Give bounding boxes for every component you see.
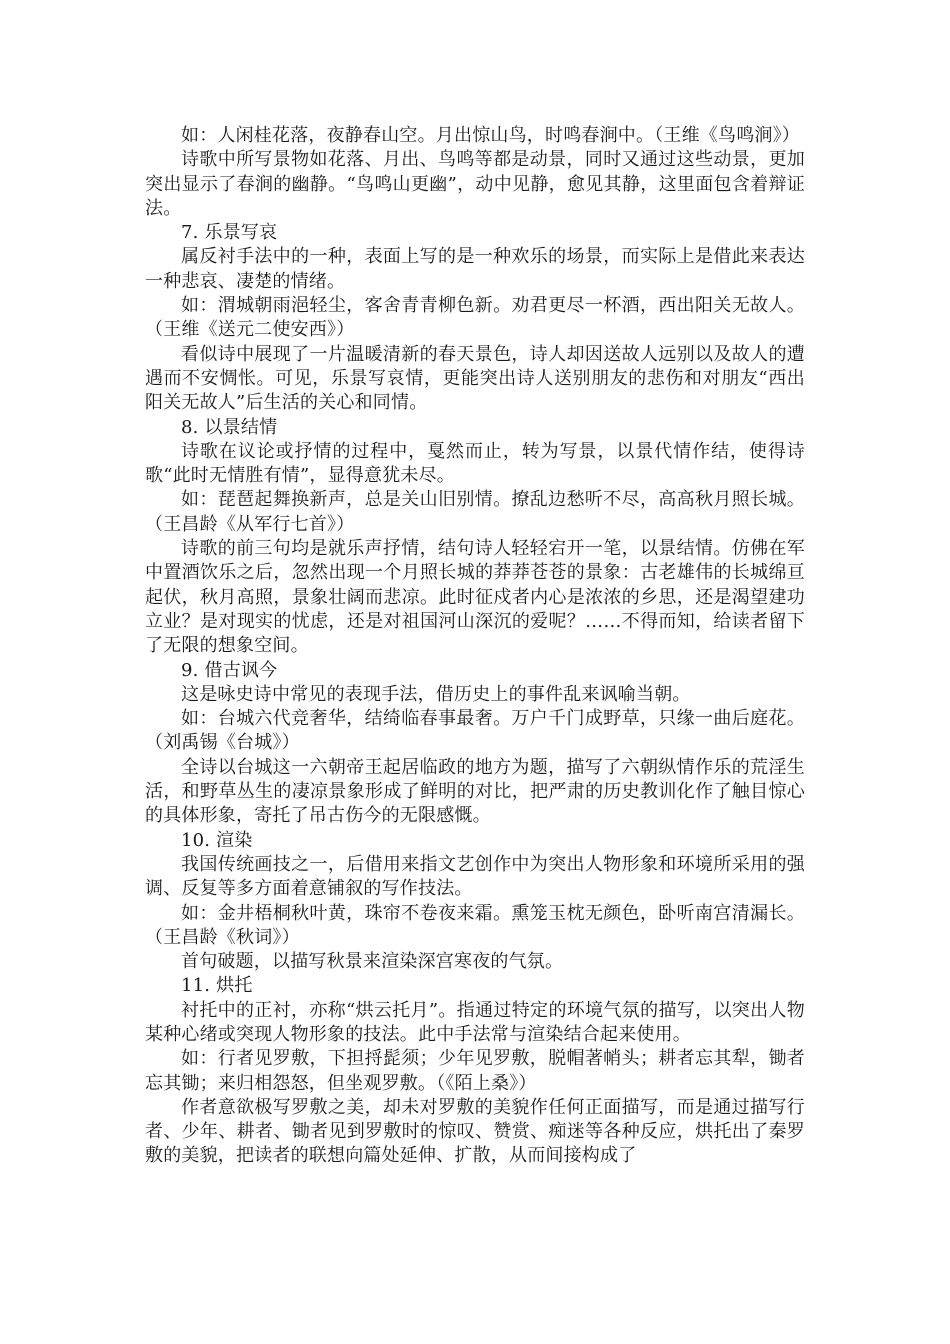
- paragraph-analysis-11: 作者意欲极写罗敷之美，却未对罗敷的美貌作任何正面描写，而是通过描写行者、少年、耕者、锄者见到罗敷时的惊叹、赞赏、痴迷等各种反应，烘托出了秦罗敷的美貌，把读者的联想向篇处延伸、扩散，从而间接构成了: [145, 1096, 805, 1167]
- paragraph-definition-10: 我国传统画技之一，后借用来指文艺创作中为突出人物形象和环境所采用的强调、反复等多方面着意铺叙的写作技法。: [145, 853, 805, 900]
- heading-7-lejing-xieai: 7. 乐景写哀: [181, 222, 278, 244]
- paragraph-example-10: 如：金井梧桐秋叶黄，珠帘不卷夜来霜。熏笼玉枕无颜色，卧听南宫清漏长。（王昌龄《秋词》）: [145, 902, 805, 948]
- paragraph-analysis-7: 看似诗中展现了一片温暖清新的春天景色，诗人却因送故人远别以及故人的遭遇而不安惆怅。可见，乐景写哀情，更能突出诗人送别朋友的悲伤和对朋友“西出阳关无故人”后生活的关心和同情。: [145, 343, 805, 414]
- heading-9-jiegu-fengjin: 9. 借古讽今: [181, 659, 278, 681]
- paragraph-analysis-niaomingjian: 诗歌中所写景物如花落、月出、鸟鸣等都是动景，同时又通过这些动景，更加突出显示了春涧的幽静。“鸟鸣山更幽”，动中见静，愈见其静，这里面包含着辩证法。: [145, 149, 805, 219]
- paragraph-example-8: 如：琵琶起舞换新声，总是关山旧别情。撩乱边愁听不尽，高高秋月照长城。（王昌龄《从军行七首》）: [145, 489, 805, 535]
- paragraph-analysis-8: 诗歌的前三句均是就乐声抒情，结句诗人轻轻宕开一笔，以景结情。仿佛在军中置酒饮乐之后，忽然出现一个月照长城的莽莽苍苍的景象：古老雄伟的长城绵亘起伏，秋月高照，景象壮阔而悲凉。此时征戍者内心是浓浓的乡思，还是渴望建功立业？是对现实的忧虑，还是对祖国河山深沉的爱呢？……不得而知，给读者留下了无限的想象空间。: [145, 538, 805, 657]
- paragraph-example-7: 如：渭城朝雨浥轻尘，客舍青青柳色新。劝君更尽一杯酒，西出阳关无故人。（王维《送元二使安西》）: [145, 295, 805, 341]
- paragraph-analysis-10: 首句破题，以描写秋景来渲染深宫寒夜的气氛。: [181, 951, 564, 973]
- document-page: [145, 124, 805, 1224]
- heading-11-hongtuo: 11. 烘托: [181, 975, 253, 997]
- paragraph-definition-8: 诗歌在议论或抒情的过程中，戛然而止，转为写景，以景代情作结，使得诗歌“此时无情胜有情”，显得意犹未尽。: [145, 440, 805, 487]
- paragraph-definition-9: 这是咏史诗中常见的表现手法，借历史上的事件乱来讽喻当朝。: [181, 683, 691, 705]
- heading-8-yijing-jieqing: 8. 以景结情: [181, 416, 278, 438]
- paragraph-definition-7: 属反衬手法中的一种，表面上写的是一种欢乐的场景，而实际上是借此来表达一种悲哀、凄楚的情绪。: [145, 246, 805, 292]
- paragraph-analysis-9: 全诗以台城这一六朝帝王起居临政的地方为题，描写了六朝纵情作乐的荒淫生活，和野草丛生的凄凉景象形成了鲜明的对比，把严肃的历史教训化作了触目惊心的具体形象，寄托了吊古伤今的无限感慨。: [145, 756, 805, 827]
- heading-10-xuanran: 10. 渲染: [181, 829, 253, 851]
- paragraph-example-9: 如：台城六代竞奢华，结绮临春事最奢。万户千门成野草，只缘一曲后庭花。（刘禹锡《台城》）: [145, 708, 805, 754]
- paragraph-example-niaomingjian: 如：人闲桂花落，夜静春山空。月出惊山鸟，时鸣春涧中。（王维《鸟鸣涧》）: [181, 125, 800, 146]
- paragraph-definition-11: 衬托中的正衬，亦称“烘云托月”。指通过特定的环境气氛的描写，以突出人物某种心绪或突现人物形象的技法。此中手法常与渲染结合起来使用。: [145, 999, 805, 1045]
- paragraph-example-11: 如：行者见罗敷，下担捋髭须；少年见罗敷，脱帽著帩头；耕者忘其犁，锄者忘其锄；来归相怨怒，但坐观罗敷。（《陌上桑》）: [145, 1048, 805, 1094]
